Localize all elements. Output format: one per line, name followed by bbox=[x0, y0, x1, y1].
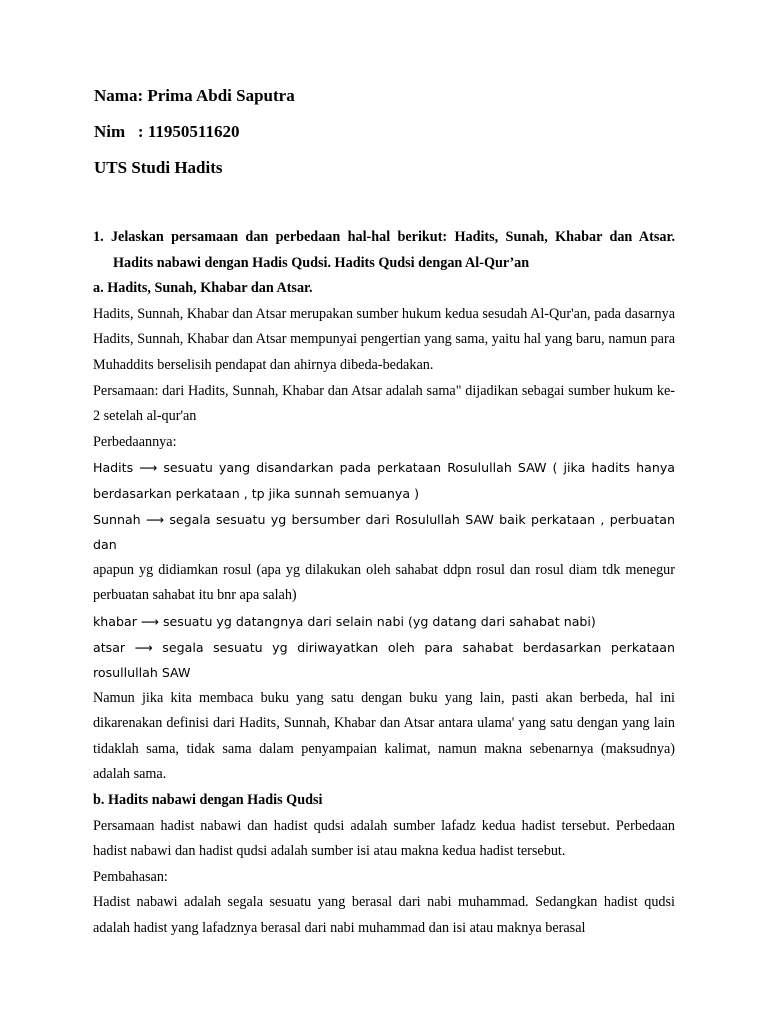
subheading-b: b. Hadits nabawi dengan Hadis Qudsi bbox=[93, 792, 323, 809]
paragraph-b1: Persamaan hadist nabawi dan hadist qudsi adalah sumber lafadz kedua hadist tersebut. Perbedaan hadist nabawi dan hadist qudsi adalah sumber isi atau makna kedua hadist tersebut. bbox=[93, 817, 675, 860]
document-header bbox=[94, 86, 295, 194]
perbedaan-label: Perbedaannya: bbox=[93, 433, 177, 450]
student-name-line: Nama: Prima Abdi Saputra bbox=[94, 86, 295, 105]
paragraph-a1: Hadits, Sunnah, Khabar dan Atsar merupakan sumber hukum kedua sesudah Al-Qur'an, pada dasarnya Hadits, Sunnah, Khabar dan Atsar mempunyai pengertian yang sama, yaitu hal yang baru, namun para Muhaddits berselisih pendapat dan ahirnya dibeda-bedakan. bbox=[93, 305, 675, 373]
paragraph-b2: Hadist nabawi adalah segala sesuatu yang berasal dari nabi muhammad. Sedangkan hadist qudsi adalah hadist yang lafadznya berasal dari nabi muhammad dan isi atau maknya berasal bbox=[93, 894, 675, 937]
document-body bbox=[93, 225, 675, 942]
definition-hadits: Hadits ⟶ sesuatu yang disandarkan pada perkataan Rosulullah SAW ( jika hadits hanya berdasarkan perkataan , tp jika sunnah semuanya ) bbox=[93, 460, 675, 501]
course-title-line: UTS Studi Hadits bbox=[94, 158, 223, 177]
subheading-a: a. Hadits, Sunah, Khabar dan Atsar. bbox=[93, 280, 313, 297]
pembahasan-label: Pembahasan: bbox=[93, 868, 168, 885]
student-id-line: Nim : 11950511620 bbox=[94, 122, 240, 141]
definition-sunnah-line1: Sunnah ⟶ segala sesuatu yg bersumber dari Rosulullah SAW baik perkataan , perbuatan dan bbox=[93, 511, 675, 553]
paragraph-a3: Namun jika kita membaca buku yang satu dengan buku yang lain, pasti akan berbeda, hal ini dikarenakan definisi dari Hadits, Sunnah, Khabar dan Atsar antara ulama' yang satu dengan yang lain tidaklah sama, tidak sama dalam penyampaian kalimat, namun makna sebenarnya (maksudnya) adalah sama. bbox=[93, 689, 675, 783]
question-1: 1. Jelaskan persamaan dan perbedaan hal-hal berikut: Hadits, Sunah, Khabar dan Atsar. Hadits nabawi dengan Hadis Qudsi. Hadits Qudsi dengan Al-Qur’an bbox=[93, 229, 675, 271]
definition-atsar: atsar ⟶ segala sesuatu yg diriwayatkan oleh para sahabat berdasarkan perkataan rosullullah SAW bbox=[93, 639, 675, 681]
definition-khabar: khabar ⟶ sesuatu yg datangnya dari selain nabi (yg datang dari sahabat nabi) bbox=[93, 613, 596, 629]
definition-sunnah-line2: apapun yg didiamkan rosul (apa yg dilakukan oleh sahabat ddpn rosul dan rosul diam tdk menegur perbuatan sahabat itu bnr apa salah) bbox=[93, 561, 675, 604]
paragraph-a2: Persamaan: dari Hadits, Sunnah, Khabar dan Atsar adalah sama" dijadikan sebagai sumber hukum ke-2 setelah al-qur'an bbox=[93, 382, 675, 425]
